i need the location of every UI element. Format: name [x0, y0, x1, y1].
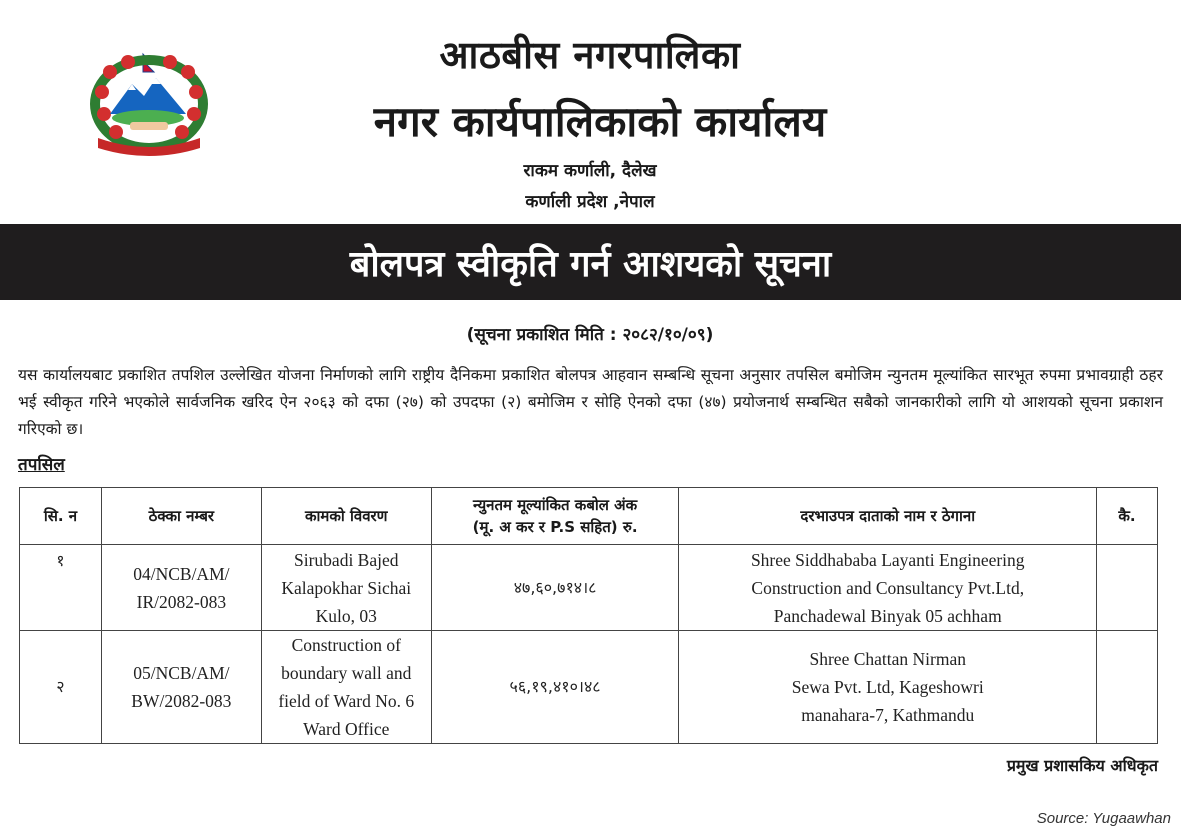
- address-line-1: राकम कर्णाली, दैलेख: [523, 161, 657, 181]
- nepal-emblem-icon: [88, 52, 210, 156]
- row-bidder: [679, 631, 1097, 744]
- cell-line: Panchadewal Binyak 05 achham: [773, 605, 1002, 626]
- cell-line: Construction of: [291, 635, 401, 655]
- cell-line: Construction and Consultancy Pvt.Ltd,: [751, 577, 1025, 598]
- notice-title: बोलपत्र स्वीकृति गर्न आशयको सूचना: [349, 244, 832, 285]
- row-sn: १: [20, 545, 102, 631]
- office-name: नगर कार्यपालिकाको कार्यालय: [373, 97, 827, 146]
- cell-line: Shree Siddhababa Layanti Engineering: [750, 549, 1025, 570]
- row-bidder: [679, 545, 1097, 631]
- table-row: [20, 631, 1158, 744]
- cell-line: IR/2082-083: [136, 591, 227, 612]
- notice-body: यस कार्यालयबाट प्रकाशित तपशिल उल्लेखित योजना निर्माणको लागि राष्ट्रीय दैनिकमा प्रकाशित बोलपत्र आहवान सम्बन्धि सूचना अनुसार तपसिल बमोजिम न्युनतम मूल्यांकित सारभूत रुपमा प्रभावग्राही ठहर भई स्वीकृत गरिने भएकोले सार्वजनिक खरिद ऐन २०६३ को दफा (२७) को उपदफा (२) बमोजिम र सोहि ऐनको दफा (४७) प्रयोजनार्थ सम्बन्धित सबैको जानकारीको लागि यो आशयको सूचना प्रकाशन गरिएको छ।: [18, 366, 1163, 438]
- signatory: प्रमुख प्रशासकिय अधिकृत: [1006, 756, 1158, 775]
- header-contract-no: ठेक्का नम्बर: [101, 488, 261, 545]
- row-remarks: [1097, 545, 1158, 631]
- municipality-name: आठबीस नगरपालिका: [439, 33, 741, 77]
- header-remarks: कै.: [1097, 488, 1158, 545]
- header-amount-line-1: न्युनतम मूल्यांकित कबोल अंक: [473, 496, 638, 514]
- cell-line: BW/2082-083: [131, 691, 232, 711]
- table-header-row: [20, 488, 1158, 545]
- row-amount: ५६,१९,४१०।४८: [431, 631, 679, 744]
- cell-line: field of Ward No. 6: [278, 691, 415, 711]
- header-amount: [431, 488, 679, 545]
- cell-line: manahara-7, Kathmandu: [801, 705, 975, 725]
- source-credit: Source: Yugaawhan: [1036, 810, 1171, 827]
- header-work: कामको विवरण: [261, 488, 431, 545]
- cell-line: boundary wall and: [281, 663, 412, 683]
- cell-line: Sirubadi Bajed: [294, 549, 399, 570]
- row-contract-no: [101, 631, 261, 744]
- header-bidder: दरभाउपत्र दाताको नाम र ठेगाना: [679, 488, 1097, 545]
- header-amount-line-2: (मू. अ कर र P.S सहित) रु.: [472, 518, 638, 536]
- cell-line: Kulo, 03: [315, 605, 377, 626]
- row-amount: ४७,६०,७१४।८: [431, 545, 679, 631]
- cell-line: 04/NCB/AM/: [133, 563, 230, 584]
- cell-line: Shree Chattan Nirman: [809, 649, 966, 669]
- cell-line: Ward Office: [303, 719, 390, 739]
- cell-line: Sewa Pvt. Ltd, Kageshowri: [791, 677, 984, 697]
- row-remarks: [1097, 631, 1158, 744]
- header-sn: सि. न: [20, 488, 102, 545]
- cell-line: Kalapokhar Sichai: [281, 577, 412, 598]
- cell-line: 05/NCB/AM/: [133, 663, 230, 683]
- row-work: [261, 545, 431, 631]
- address-line-2: कर्णाली प्रदेश ,नेपाल: [525, 192, 655, 212]
- bid-table: [19, 487, 1158, 744]
- schedule-heading: तपसिल: [18, 455, 65, 475]
- row-sn: २: [20, 631, 102, 744]
- row-contract-no: [101, 545, 261, 631]
- published-date: (सूचना प्रकाशित मिति : २०८२/१०/०९): [466, 325, 714, 345]
- row-work: [261, 631, 431, 744]
- table-row: [20, 545, 1158, 631]
